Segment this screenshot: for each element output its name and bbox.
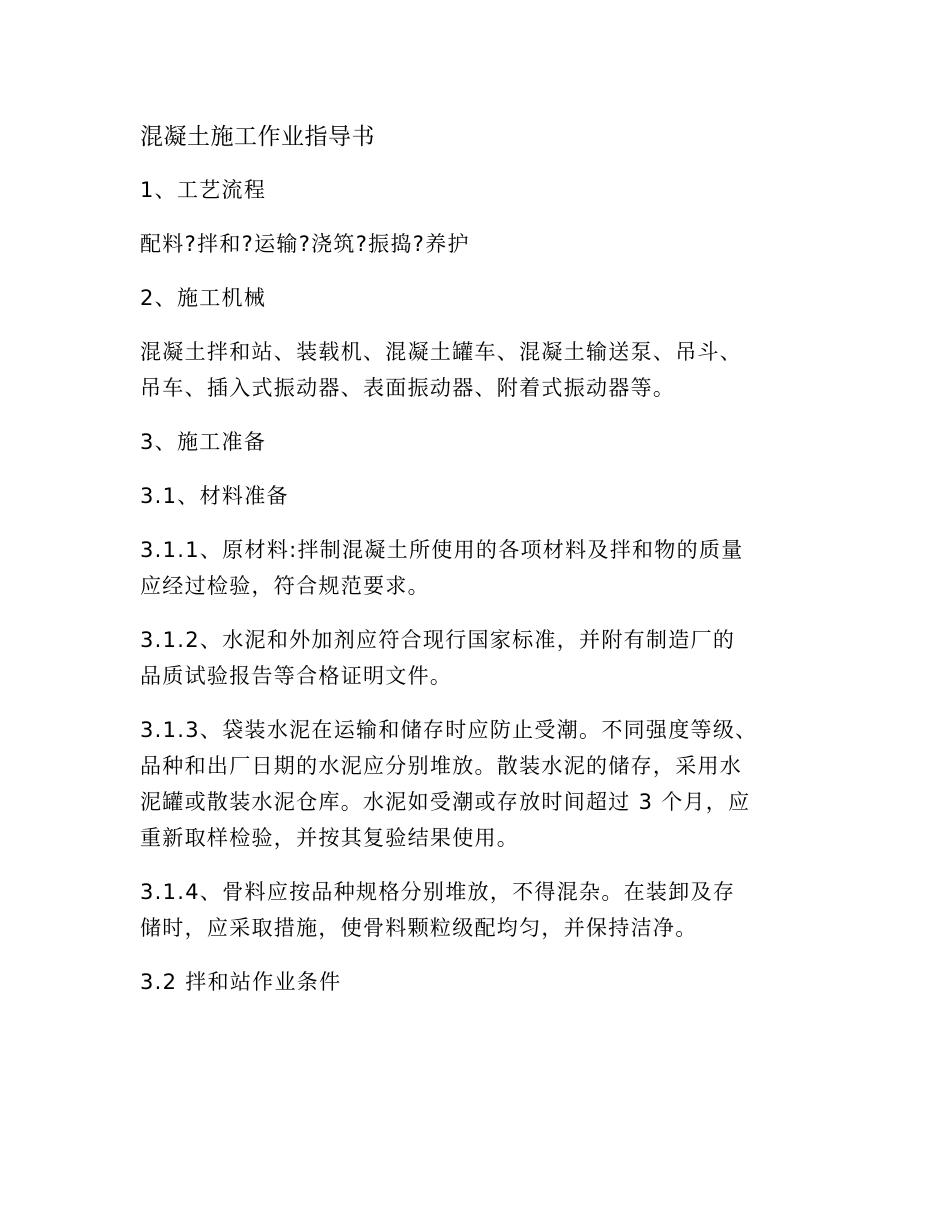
- paragraph-process-heading: [140, 172, 802, 208]
- paragraph-line: 3.1.2、水泥和外加剂应符合现行国家标准，并附有制造厂的: [140, 628, 736, 652]
- paragraph-machinery-heading: [140, 280, 802, 316]
- paragraph-line: 储时，应采取措施，使骨料颗粒级配均匀，并保持洁净。: [140, 916, 698, 940]
- paragraph-line: 混凝土拌和站、装载机、混凝土罐车、混凝土输送泵、吊斗、: [140, 340, 743, 364]
- paragraph-line: 吊车、插入式振动器、表面振动器、附着式振动器等。: [140, 376, 676, 400]
- paragraph-line: 品质试验报告等合格证明文件。: [140, 664, 453, 688]
- paragraph-3-1-2: [140, 622, 802, 694]
- document-title: 混凝土施工作业指导书: [140, 124, 375, 150]
- paragraph-3-1-3: [140, 712, 802, 856]
- paragraph-material-heading: [140, 478, 802, 514]
- paragraph-line: 3.2 拌和站作业条件: [140, 970, 342, 994]
- paragraph-3-2-heading: [140, 964, 802, 1000]
- paragraph-line: 2、施工机械: [140, 286, 267, 310]
- paragraph-line: 3.1.4、骨料应按品种规格分别堆放，不得混杂。在装卸及存: [140, 880, 736, 904]
- paragraph-line: 3.1.3、袋装水泥在运输和储存时应防止受潮。不同强度等级、: [140, 718, 758, 742]
- paragraph-3-1-4: [140, 874, 802, 946]
- paragraph-line: 重新取样检验，并按其复验结果使用。: [140, 826, 520, 850]
- paragraph-line: 3.1、材料准备: [140, 484, 289, 508]
- paragraph-preparation-heading: [140, 424, 802, 460]
- paragraph-line: 3.1.1、原材料:拌制混凝土所使用的各项材料及拌和物的质量: [140, 538, 744, 562]
- paragraph-machinery-list: [140, 334, 802, 406]
- paragraph-process-flow: [140, 226, 802, 262]
- paragraph-line: 泥罐或散装水泥仓库。水泥如受潮或存放时间超过 3 个月，应: [140, 790, 751, 814]
- paragraph-line: 配料?拌和?运输?浇筑?振捣?养护: [140, 232, 470, 256]
- paragraph-3-1-1: [140, 532, 802, 604]
- document-page: [140, 118, 802, 1018]
- paragraph-line: 3、施工准备: [140, 430, 267, 454]
- paragraph-line: 1、工艺流程: [140, 178, 267, 202]
- paragraph-line: 品种和出厂日期的水泥应分别堆放。散装水泥的储存，采用水: [140, 754, 743, 778]
- paragraph-line: 应经过检验，符合规范要求。: [140, 574, 430, 598]
